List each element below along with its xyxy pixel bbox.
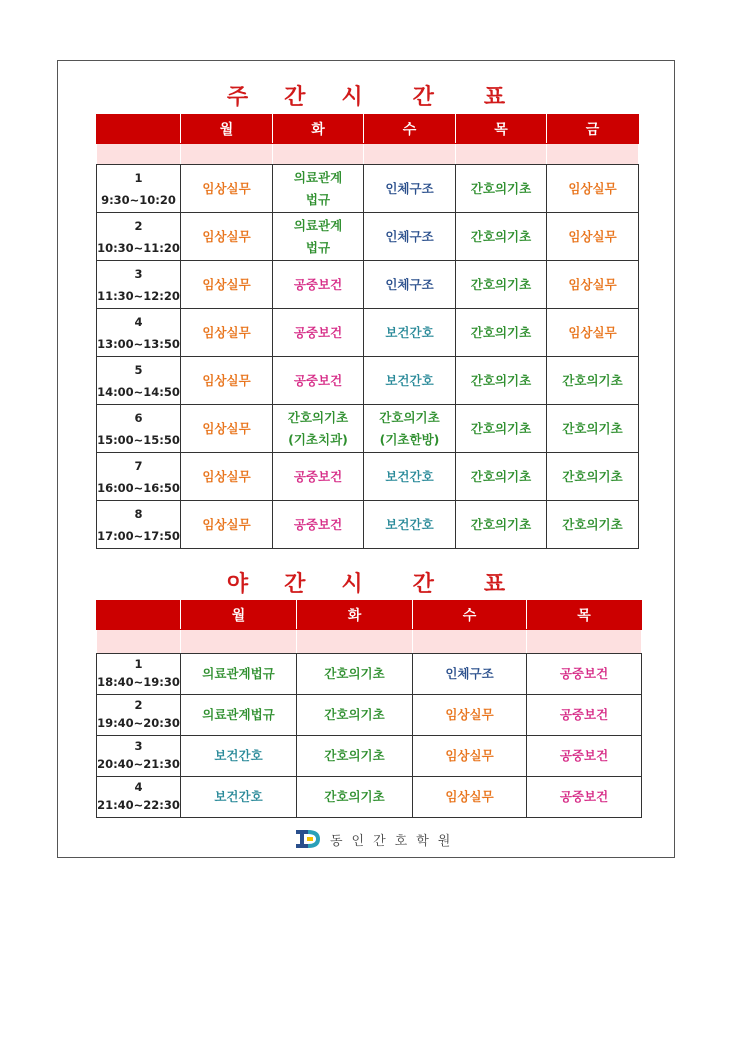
spacer-cell [181,144,273,165]
subject-text: 법규 [305,239,331,255]
subject-text: 보건간호 [385,516,434,532]
subject-text: 임상실무 [445,707,494,722]
subject-cell [456,453,547,501]
day-header: 목 [527,601,642,630]
table-row [97,261,639,309]
subject-cell [297,695,413,736]
subject-text: 보건간호 [385,324,434,340]
subject-cell [456,165,547,213]
subject-text: 의료관계법규 [202,666,275,681]
subject-cell [181,453,273,501]
subject-text: (기초한방) [379,431,440,447]
subject-cell [273,453,364,501]
subject-cell [181,736,297,777]
day-header: 수 [413,601,527,630]
period-number: 2 [134,218,143,233]
subject-text: 보건간호 [385,468,434,484]
subject-text: 의료관계 [293,169,343,185]
spacer-cell [364,144,456,165]
subject-text: 임상실무 [445,789,494,804]
subject-cell [181,405,273,453]
subject-text: 임상실무 [202,228,251,244]
subject-text: 간호의기초 [470,324,532,340]
table-row [97,165,639,213]
day-header: 월 [181,115,273,144]
table-row [97,501,639,549]
subject-cell [547,405,639,453]
subject-text: 임상실무 [202,180,251,196]
period-header [97,115,181,144]
subject-cell [456,261,547,309]
period-number: 4 [134,314,143,329]
subject-cell [181,213,273,261]
period-cell [97,309,181,357]
subject-text: 간호의기초 [470,180,532,196]
subject-text: 임상실무 [568,180,617,196]
day-header: 화 [273,115,364,144]
subject-cell [364,261,456,309]
subject-text: 간호의기초 [470,420,532,436]
period-cell [97,213,181,261]
table-row [97,736,642,777]
subject-text: 임상실무 [568,324,617,340]
period-time: 16:00~16:50 [97,480,180,495]
night-schedule-table [96,600,642,818]
subject-text: 인체구조 [385,276,434,292]
spacer-row [97,144,639,165]
period-time: 13:00~13:50 [97,336,180,351]
period-cell [97,777,181,818]
subject-text: 보건간호 [214,789,263,804]
subject-cell [273,357,364,405]
subject-text: 공중보건 [559,748,609,763]
period-time: 21:40~22:30 [97,798,180,812]
period-number: 6 [134,410,143,425]
subject-cell [456,501,547,549]
period-time: 15:00~15:50 [97,432,180,447]
period-time: 18:40~19:30 [97,675,180,689]
period-number: 3 [134,739,143,753]
table-row [97,309,639,357]
subject-cell [364,357,456,405]
day-header: 화 [297,601,413,630]
period-time: 17:00~17:50 [97,528,180,543]
title-char: 시 [341,85,365,110]
subject-cell [273,501,364,549]
title-char: 시 [341,572,365,597]
subject-cell [456,357,547,405]
period-number: 5 [134,362,143,377]
subject-cell [273,405,364,453]
subject-text: 법규 [305,191,331,207]
subject-cell [364,165,456,213]
subject-cell [547,501,639,549]
subject-cell [413,736,527,777]
spacer-cell [297,630,413,654]
subject-cell [297,654,413,695]
subject-cell [547,309,639,357]
day-schedule-title [96,80,638,111]
subject-text: 공중보건 [559,707,609,722]
subject-cell [273,213,364,261]
day-header: 월 [181,601,297,630]
table-row [97,695,642,736]
subject-text: 간호의기초 [562,420,623,436]
period-time: 11:30~12:20 [97,288,180,303]
subject-text: 공중보건 [559,789,609,804]
header-row [97,115,639,144]
subject-text: 공중보건 [559,666,609,681]
subject-cell [273,261,364,309]
subject-cell [413,777,527,818]
subject-text: (기초치과) [288,431,348,447]
subject-cell [527,695,642,736]
subject-cell [181,695,297,736]
subject-cell [181,357,273,405]
subject-cell [181,309,273,357]
period-time: 20:40~21:30 [97,757,180,771]
subject-text: 임상실무 [202,372,251,388]
academy-name: 동인간호학원 [330,833,460,849]
period-number: 4 [134,780,143,794]
title-char: 간 [284,572,308,597]
night-schedule-title [96,567,638,598]
subject-text: 의료관계 [293,217,343,233]
title-char: 표 [483,572,508,597]
title-char: 표 [483,85,508,110]
title-char: 간 [284,85,308,110]
period-time: 14:00~14:50 [97,384,180,399]
day-schedule-table [96,114,639,549]
subject-text: 간호의기초 [324,748,385,763]
day-header: 수 [364,115,456,144]
subject-text: 임상실무 [202,420,251,436]
subject-cell [181,777,297,818]
subject-text: 간호의기초 [562,468,623,484]
subject-text: 인체구조 [385,180,434,196]
subject-text: 임상실무 [202,324,251,340]
period-cell [97,453,181,501]
period-cell [97,501,181,549]
table-row [97,654,642,695]
spacer-cell [527,630,642,654]
subject-text: 임상실무 [568,276,617,292]
period-number: 1 [134,657,143,671]
subject-text: 간호의기초 [562,516,623,532]
subject-cell [456,309,547,357]
subject-cell [364,405,456,453]
subject-text: 간호의기초 [562,372,623,388]
spacer-cell [273,144,364,165]
header-row [97,601,642,630]
subject-text: 임상실무 [568,228,617,244]
subject-text: 간호의기초 [379,409,440,425]
day-header: 금 [547,115,639,144]
subject-text: 간호의기초 [324,666,385,681]
table-row [97,777,642,818]
period-time: 19:40~20:30 [97,716,180,730]
subject-cell [456,405,547,453]
subject-text: 간호의기초 [287,409,349,425]
subject-cell [547,357,639,405]
period-cell [97,736,181,777]
period-cell [97,405,181,453]
subject-cell [297,777,413,818]
period-cell [97,165,181,213]
title-char: 야 [226,572,251,597]
subject-cell [547,165,639,213]
subject-cell [273,165,364,213]
spacer-row [97,630,642,654]
subject-cell [364,213,456,261]
period-number: 8 [134,506,143,521]
title-char: 주 [226,85,251,110]
period-number: 1 [134,170,143,185]
spacer-cell [456,144,547,165]
subject-text: 공중보건 [293,372,343,388]
footer [296,828,459,850]
table-row [97,213,639,261]
spacer-cell [97,144,181,165]
subject-cell [181,654,297,695]
period-cell [97,654,181,695]
table-row [97,405,639,453]
subject-text: 공중보건 [293,324,343,340]
subject-cell [297,736,413,777]
period-number: 2 [134,698,143,712]
spacer-cell [181,630,297,654]
period-number: 7 [134,458,143,473]
subject-cell [364,309,456,357]
subject-cell [527,654,642,695]
subject-text: 보건간호 [214,748,263,763]
period-time: 9:30~10:20 [101,192,176,207]
subject-text: 임상실무 [202,516,251,532]
subject-text: 간호의기초 [324,707,385,722]
subject-cell [181,261,273,309]
subject-text: 인체구조 [445,666,494,681]
subject-text: 의료관계법규 [202,707,275,722]
subject-text: 임상실무 [202,276,251,292]
subject-text: 공중보건 [293,468,343,484]
subject-text: 임상실무 [445,748,494,763]
subject-cell [364,453,456,501]
title-char: 간 [412,85,436,110]
period-cell [97,695,181,736]
subject-text: 간호의기초 [470,372,532,388]
spacer-cell [547,144,639,165]
spacer-cell [413,630,527,654]
subject-text: 공중보건 [293,516,343,532]
subject-text: 간호의기초 [324,789,385,804]
table-row [97,357,639,405]
subject-cell [527,777,642,818]
subject-text: 보건간호 [385,372,434,388]
subject-text: 간호의기초 [470,516,532,532]
subject-text: 간호의기초 [470,468,532,484]
period-cell [97,261,181,309]
period-number: 3 [134,266,143,281]
day-header: 목 [456,115,547,144]
period-cell [97,357,181,405]
subject-cell [364,501,456,549]
subject-text: 간호의기초 [470,276,532,292]
subject-cell [413,654,527,695]
subject-cell [456,213,547,261]
subject-text: 공중보건 [293,276,343,292]
subject-cell [181,165,273,213]
table-row [97,453,639,501]
dongin-logo-icon [296,830,320,848]
subject-cell [413,695,527,736]
period-time: 10:30~11:20 [97,240,180,255]
subject-cell [547,261,639,309]
subject-text: 임상실무 [202,468,251,484]
subject-cell [547,213,639,261]
subject-text: 간호의기초 [470,228,532,244]
subject-text: 인체구조 [385,228,434,244]
title-char: 간 [412,572,436,597]
subject-cell [181,501,273,549]
subject-cell [547,453,639,501]
subject-cell [527,736,642,777]
subject-cell [273,309,364,357]
period-header [97,601,181,630]
spacer-cell [97,630,181,654]
